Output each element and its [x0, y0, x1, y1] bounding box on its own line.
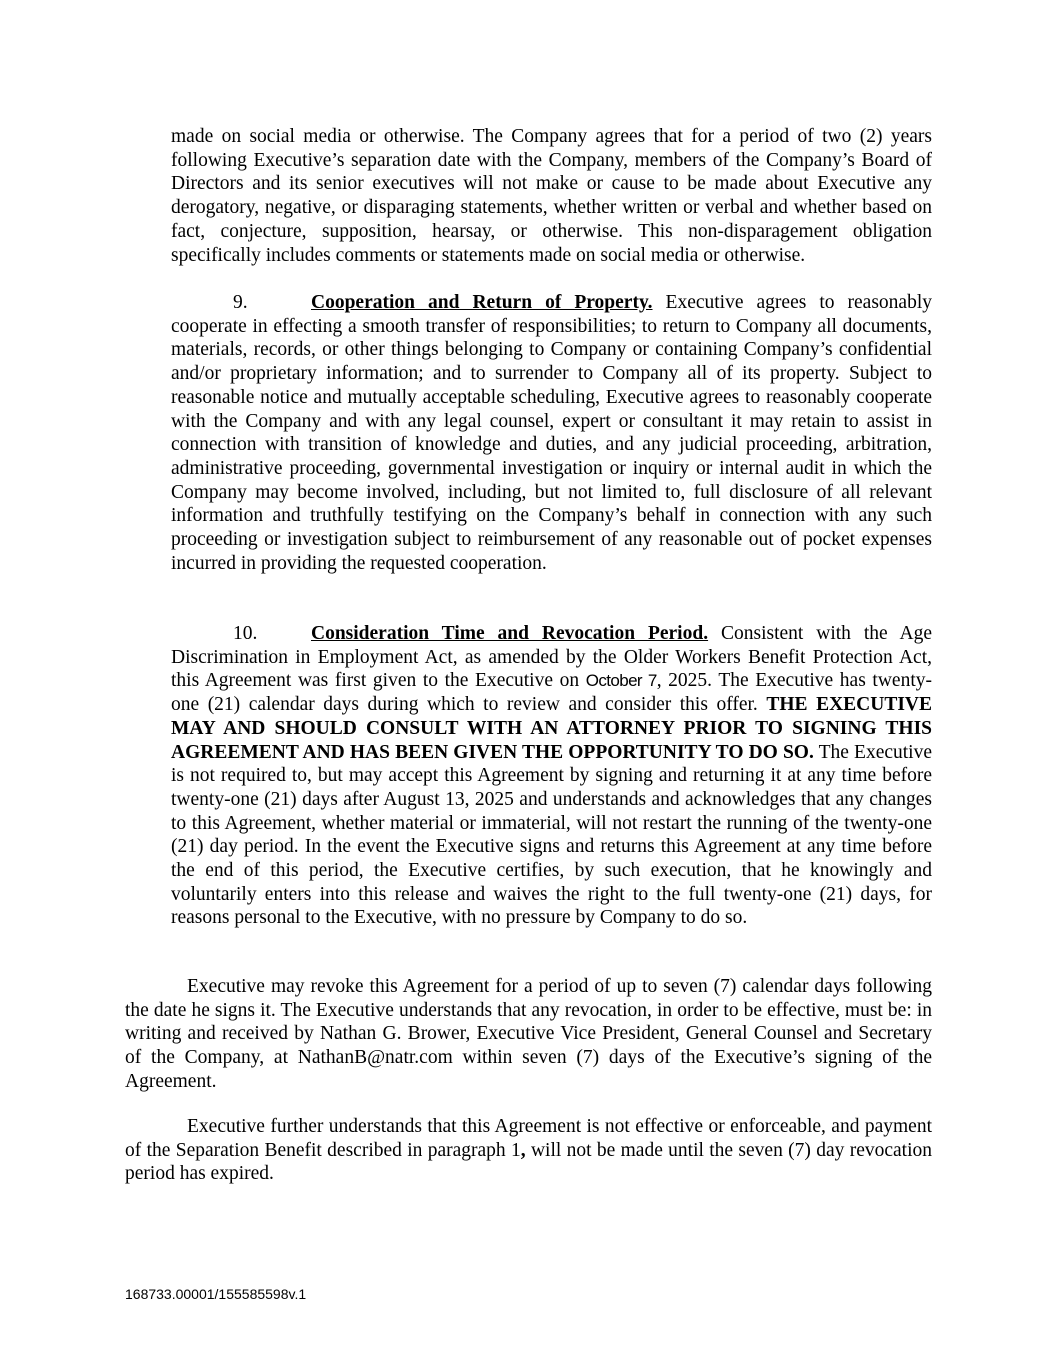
final-paragraph-part2: will not be made until the seven (7) day revocation period has expired. [125, 1139, 932, 1185]
section-9-body: Executive agrees to reasonably cooperate in effecting a smooth transfer of responsibilities; to return to Company all documents, materials, records, or other things belonging to Company or containing Company’s confidential and/or proprietary information; and to surrender to Company all of its property. Subject to reasonable notice and mutually acceptable scheduling, Executive agrees to reasonably cooperate with the Company and with any legal counsel, expert or consultant it may retain to assist in connection with transition of knowledge and duties, and any judicial proceeding, arbitration, administrative proceeding, governmental investigation or inquiry or internal audit in which the Company may become involved, including, but not limited to, full disclosure of all relevant information and truthfully testifying on the Company’s behalf in connection with any such proceeding or investigation subject to reimbursement of any reasonable out of pocket expenses incurred in providing the requested cooperation. [171, 292, 933, 574]
revocation-paragraph [125, 975, 932, 1094]
section-10-body-part2: , 2025. The Executive has twenty-one (21) calendar days during which to review and consider this offer. [171, 670, 932, 716]
section-10-bold-notice: THE EXECUTIVE MAY AND SHOULD CONSULT WITH AN ATTORNEY PRIOR TO SIGNING THIS AGREEMENT AND HAS BEEN GIVEN THE OPPORTUNITY TO DO SO. [171, 694, 933, 763]
section-10-heading: Consideration Time and Revocation Period. [311, 623, 709, 644]
section-10-body-part1: Consistent with the Age Discrimination in Employment Act, as amended by the Older Workers Benefit Protection Act, this Agreement was first given to the Executive on [171, 623, 932, 692]
section-10-date: October 7 [585, 671, 657, 691]
section-10-number: 10. [233, 623, 258, 644]
section-9-number: 9. [233, 292, 248, 313]
final-paragraph-bold-comma: , [520, 1139, 526, 1161]
section-9-heading: Cooperation and Return of Property. [311, 292, 653, 313]
section-9 [171, 291, 932, 575]
section-10 [171, 622, 932, 930]
continuation-paragraph-text: made on social media or otherwise. The Company agrees that for a period of two (2) years following Executive’s separation date with the Company, members of the Company’s Board of Directors and its senior executives will not make or cause to be made about Executive any derogatory, negative, or disparaging statements, whether written or verbal and whether based on fact, conjecture, supposition, hearsay, or otherwise. This non-disparagement obligation specifically includes comments or statements made on social media or otherwise. [171, 126, 932, 266]
continuation-paragraph [171, 125, 932, 267]
final-paragraph-part1: Executive further understands that this Agreement is not effective or enforceable, and payment of the Separation Benefit described in paragraph 1 [125, 1116, 932, 1161]
section-10-body-part3: The Executive is not required to, but may accept this Agreement by signing and returning it at any time before twenty-one (21) days after August 13, 2025 and understands and acknowledges that any changes to this Agreement, whether material or immaterial, will not restart the running of the twenty-one (21) day period. In the event the Executive signs and returns this Agreement at any time before the end of this period, the Executive certifies, by such execution, that he knowingly and voluntarily enters into this release and waives the right to the full twenty-one (21) days, for reasons personal to the Executive, with no pressure by Company to do so. [171, 741, 933, 929]
final-paragraph [125, 1115, 932, 1186]
revocation-paragraph-text: Executive may revoke this Agreement for a period of up to seven (7) calendar days following the date he signs it. The Executive understands that any revocation, in order to be effective, must be: in writing and received by Nathan G. Brower, Executive Vice President, General Counsel and Secretary of the Company, at NathanB@natr.com within seven (7) days of the Executive’s signing of the Agreement. [125, 976, 932, 1092]
footer-doc-id: 168733.00001/155585598v.1 [125, 1286, 307, 1302]
